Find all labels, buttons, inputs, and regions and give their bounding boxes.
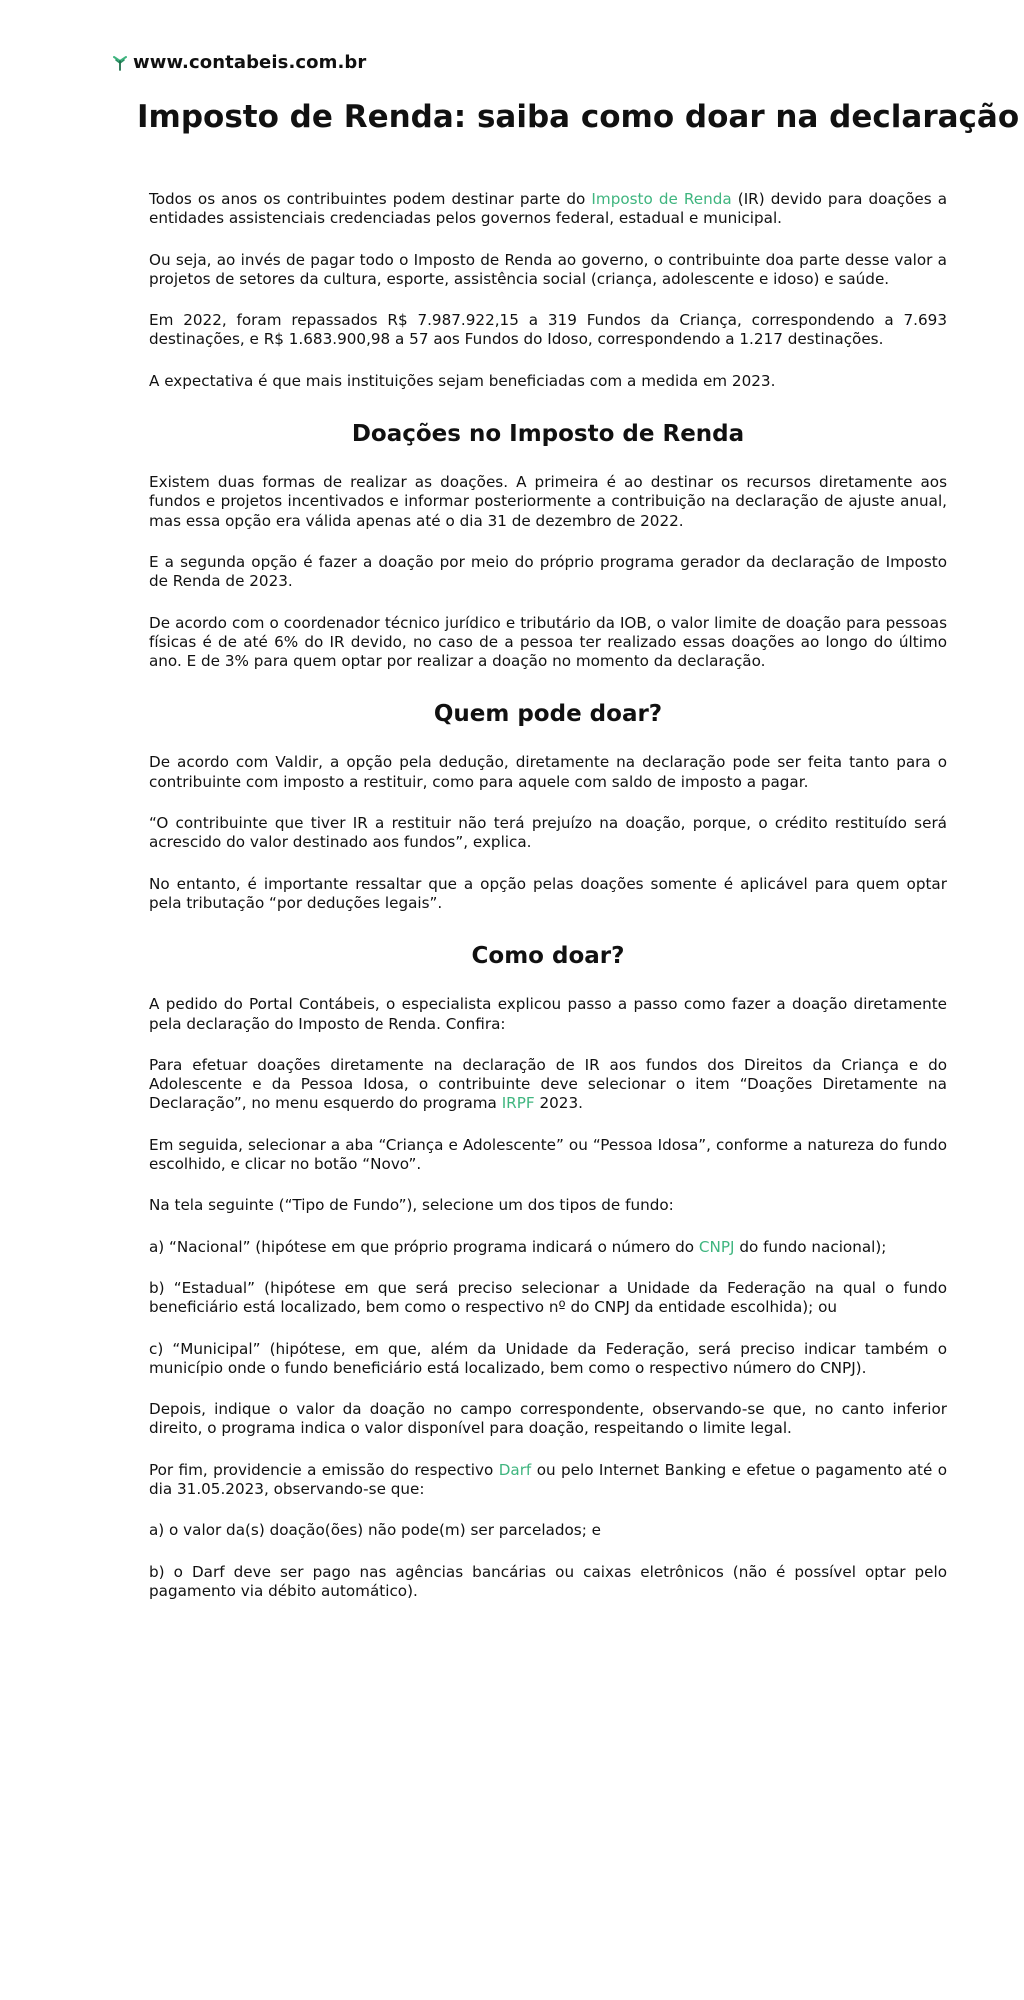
page-title: Imposto de Renda: saiba como doar na declaração — [137, 99, 1020, 135]
article-paragraph: Em 2022, foram repassados R$ 7.987.922,15 a 319 Fundos da Criança, correspondendo a 7.693 destinações, e R$ 1.683.900,98 a 57 aos Fundos do Idoso, correspondendo a 1.217 destinações. — [149, 311, 947, 349]
contabeis-logo-icon — [113, 55, 127, 71]
article-paragraph: A pedido do Portal Contábeis, o especialista explicou passo a passo como fazer a doação diretamente pela declaração do Imposto de Renda. Confira: — [149, 995, 947, 1033]
article-paragraph: Para efetuar doações diretamente na declaração de IR aos fundos dos Direitos da Criança e do Adolescente e da Pessoa Idosa, o contribuinte deve selecionar o item “Doações Diretamente na Declaração”, no menu esquerdo do programa IRPF 2023. — [149, 1055, 947, 1113]
irpf-link[interactable]: IRPF — [501, 1094, 535, 1113]
article-paragraph: Existem duas formas de realizar as doações. A primeira é ao destinar os recursos diretamente aos fundos e projetos incentivados e informar posteriormente a contribuição na declaração de ajuste anual, mas essa opção era válida apenas até o dia 31 de dezembro de 2022. — [149, 473, 947, 530]
article-paragraph: Na tela seguinte (“Tipo de Fundo”), selecione um dos tipos de fundo: — [149, 1196, 674, 1215]
article-paragraph: E a segunda opção é fazer a doação por meio do próprio programa gerador da declaração de Imposto de Renda de 2023. — [149, 552, 947, 591]
darf-link[interactable]: Darf — [498, 1460, 532, 1479]
site-url[interactable]: www.contabeis.com.br — [133, 52, 367, 73]
article-paragraph: Ou seja, ao invés de pagar todo o Imposto de Renda ao governo, o contribuinte doa parte desse valor a projetos de setores da cultura, esporte, assistência social (criança, adolescente e idoso) e saúde. — [149, 250, 947, 288]
cnpj-link[interactable]: CNPJ — [698, 1237, 735, 1256]
imposto-de-renda-link[interactable]: Imposto de Renda — [591, 190, 732, 208]
article-paragraph: Depois, indique o valor da doação no campo correspondente, observando-se que, no canto inferior direito, o programa indica o valor disponível para doação, respeitando o limite legal. — [149, 1400, 947, 1438]
section-heading-como-doar: Como doar? — [471, 943, 625, 970]
article-paragraph: Todos os anos os contribuintes podem destinar parte do Imposto de Renda (IR) devido para doações a entidades assistenciais credenciadas pelos governos federal, estadual e municipal. — [149, 190, 948, 228]
site-header — [113, 52, 366, 73]
article-paragraph: De acordo com o coordenador técnico jurídico e tributário da IOB, o valor limite de doação para pessoas físicas é de até 6% do IR devido, no caso de a pessoa ter realizado essas doações ao longo do último ano. E de 3% para quem optar por realizar a doação no momento da declaração. — [149, 613, 947, 671]
article-paragraph: b) “Estadual” (hipótese em que será preciso selecionar a Unidade da Federação na qual o fundo beneficiário está localizado, bem como o respectivo nº do CNPJ da entidade escolhida); ou — [149, 1278, 947, 1317]
article-paragraph: Por fim, providencie a emissão do respectivo Darf ou pelo Internet Banking e efetue o pagamento até o dia 31.05.2023, observando-se que: — [149, 1460, 948, 1498]
article-paragraph: a) o valor da(s) doação(ões) não pode(m) ser parcelados; e — [149, 1521, 601, 1540]
article-body — [149, 190, 947, 1623]
section-heading-doacoes: Doações no Imposto de Renda — [351, 421, 745, 448]
article-paragraph: c) “Municipal” (hipótese, em que, além da Unidade da Federação, será preciso indicar também o município onde o fundo beneficiário está localizado, bem como o respectivo número do CNPJ). — [149, 1339, 947, 1377]
article-paragraph: “O contribuinte que tiver IR a restituir não terá prejuízo na doação, porque, o crédito restituído será acrescido do valor destinado aos fundos”, explica. — [149, 814, 947, 852]
article-paragraph: b) o Darf deve ser pago nas agências bancárias ou caixas eletrônicos (não é possível optar pelo pagamento via débito automático). — [149, 1562, 947, 1600]
article-paragraph: a) “Nacional” (hipótese em que próprio programa indicará o número do CNPJ do fundo nacional); — [149, 1237, 887, 1256]
article-paragraph: No entanto, é importante ressaltar que a opção pelas doações somente é aplicável para quem optar pela tributação “por deduções legais”. — [149, 874, 947, 912]
article-paragraph: Em seguida, selecionar a aba “Criança e Adolescente” ou “Pessoa Idosa”, conforme a natureza do fundo escolhido, e clicar no botão “Novo”. — [149, 1135, 947, 1174]
article-paragraph: A expectativa é que mais instituições sejam beneficiadas com a medida em 2023. — [149, 371, 776, 390]
section-heading-quem-pode-doar: Quem pode doar? — [433, 701, 663, 728]
article-paragraph: De acordo com Valdir, a opção pela dedução, diretamente na declaração pode ser feita tanto para o contribuinte com imposto a restituir, como para aquele com saldo de imposto a pagar. — [149, 753, 947, 791]
